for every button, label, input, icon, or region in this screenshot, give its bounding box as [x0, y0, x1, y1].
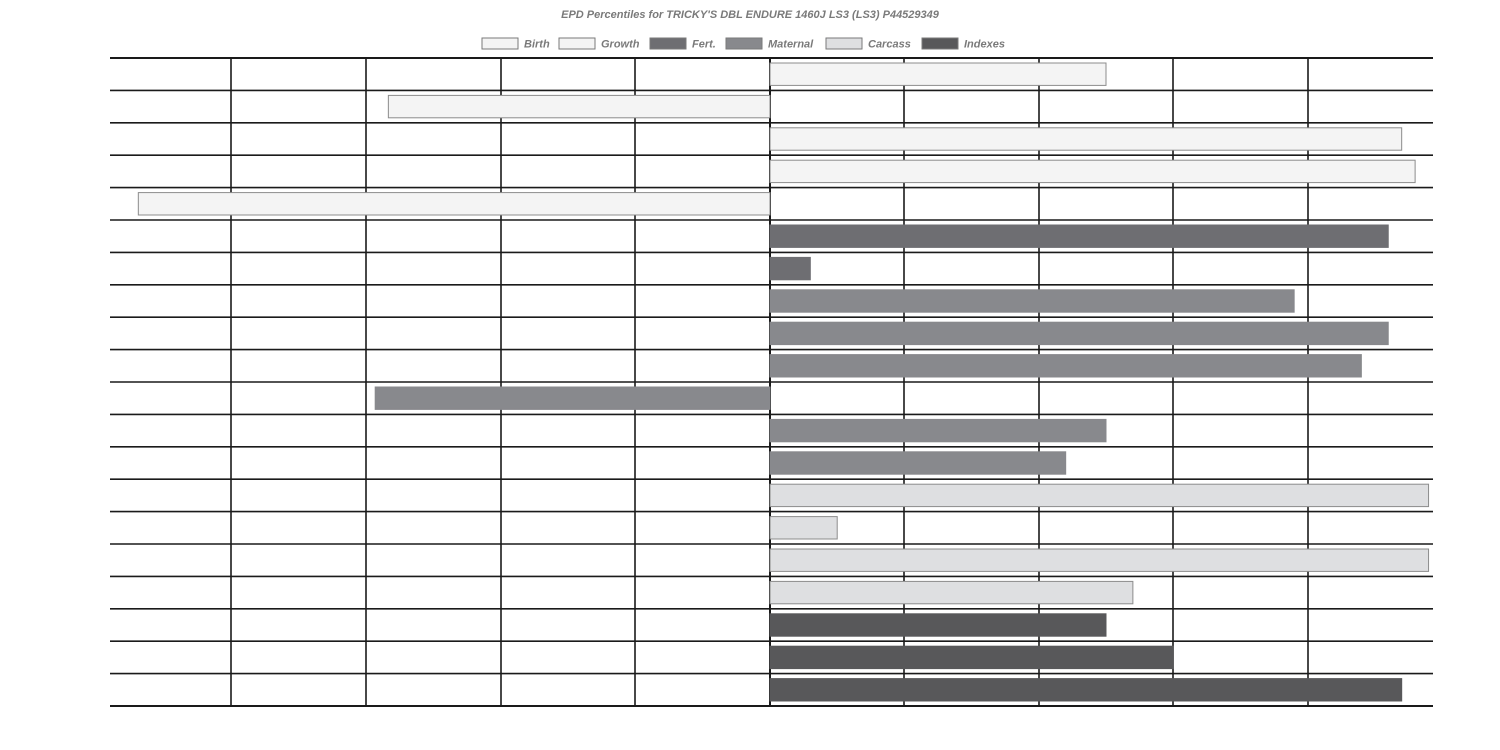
bar-maternal: [770, 355, 1361, 377]
bar-birth: [770, 63, 1106, 85]
legend-label: Carcass: [868, 38, 911, 51]
bar-indexes: [770, 679, 1402, 701]
bar-indexes: [770, 646, 1173, 668]
bar-indexes: [770, 614, 1106, 636]
bar-growth: [770, 128, 1402, 150]
legend-label: Indexes: [964, 38, 1005, 51]
bar-maternal: [375, 387, 770, 409]
bar-fert: [770, 225, 1388, 247]
bar-fert: [770, 257, 810, 279]
legend-swatch: [922, 38, 958, 49]
legend-swatch: [826, 38, 862, 49]
legend-label: Maternal: [768, 38, 814, 51]
bar-carcass: [770, 484, 1429, 506]
legend-label: Fert.: [692, 38, 716, 51]
legend-label: Growth: [601, 38, 640, 51]
bar-carcass: [770, 581, 1133, 603]
legend-label: Birth: [524, 38, 550, 51]
legend-swatch: [726, 38, 762, 49]
bar-maternal: [770, 419, 1106, 441]
grid: [110, 58, 1433, 706]
legend-item: [650, 38, 716, 51]
legend-swatch: [559, 38, 595, 49]
legend-item: [826, 38, 911, 51]
legend-item: [559, 38, 640, 51]
legend-swatch: [482, 38, 518, 49]
legend: [482, 38, 1005, 51]
bar-growth: [770, 160, 1415, 182]
bar-growth: [138, 193, 770, 215]
bar-carcass: [770, 549, 1429, 571]
legend-item: [726, 38, 814, 51]
bar-maternal: [770, 290, 1294, 312]
bar-birth: [388, 95, 770, 117]
bar-carcass: [770, 517, 837, 539]
bar-maternal: [770, 452, 1066, 474]
legend-swatch: [650, 38, 686, 49]
bar-maternal: [770, 322, 1388, 344]
legend-item: [922, 38, 1005, 51]
chart-title: EPD Percentiles for TRICKY'S DBL ENDURE 1460J LS3 (LS3) P44529349: [561, 9, 939, 21]
legend-item: [482, 38, 550, 51]
